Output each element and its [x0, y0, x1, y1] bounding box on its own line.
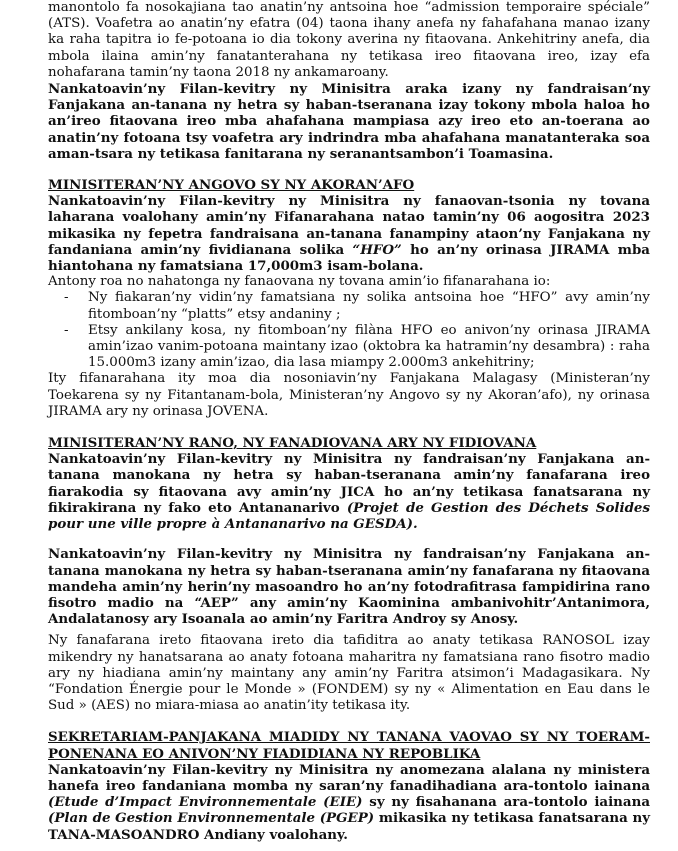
energy-signatories: Ity fifanarahana ity moa dia nosoniavin’ny Fanjakana Malagasy (Ministeran’ny Toekarena sy ny Fitantanam-bola, Ministeran’ny Angovo sy ny Akoran’afo), ny orinasa JIRAMA ary ny orinasa JOVENA.: [48, 371, 650, 419]
energy-decision: [48, 193, 650, 274]
energy-reasons-intro: Antony roa no nahatonga ny fanaovana ny tovana amin’io fifanarahana io:: [48, 274, 551, 290]
section-heading-energy: MINISITERAN’NY ANGOVO SY NY AKORAN’AFO: [48, 177, 415, 194]
list-item: - Etsy ankilany kosa, ny fitomboan’ny filàna HFO eo anivon’ny orinasa JIRAMA amin’izao vanim-potoana maintany izao (oktobra ka hatramin’ny desambra) : raha 15.000m3 izany amin’izao, dia lasa miampy 2.000m3 ankehitriny;: [88, 323, 650, 372]
energy-decision-hfo: “HFO”: [352, 241, 402, 258]
new-cities-pgep: (Plan de Gestion Environnementale (PGEP): [48, 810, 375, 827]
water-decision-2: Nankatoavin’ny Filan-kevitry ny Minisitra ny fandraisan’ny Fanjakana an-tanana manokana ny hetra sy haban-tseranana amin’ny fanafarana ny fitaovana mandeha amin’ny herin’ny masoandro ho an’ny fotodrafitrasa fampidirina rano fisotro madio na “AEP” any amin’ny Kaominina ambanivohitr’Antanimora, Andalatanosy ary Isoanala ao amin’ny Faritra Androy sy Anosy.: [48, 546, 650, 628]
new-cities-decision: [48, 762, 650, 843]
water-decision-1-project: (Projet de Gestion des Déchets Solides pour une ville propre à Antananarivo na GESDA).: [48, 499, 650, 533]
section-heading-new-cities: SEKRETARIAM-PANJAKANA MIADIDY NY TANANA VAOVAO SY NY TOERAM-PONENANA EO ANIVON’NY FIADIDIANA NY REPOBLIKA: [48, 729, 650, 762]
section-heading-water: MINISITERAN’NY RANO, NY FANADIOVANA ARY NY FIDIOVANA: [48, 435, 537, 452]
new-cities-text-a: Nankatoavin’ny Filan-kevitry ny Minisitra ny anomezana alalana ny ministera hanefa ireo fandaniana momba ny saran’ny fanadihadiana ara-tontolo iainana: [48, 761, 650, 794]
list-item: - Ny fiakaran’ny vidin’ny famatsiana ny solika antsoina hoe “HFO” avy amin’ny fitomboan’ny “platts” etsy andaniny ;: [88, 290, 650, 322]
water-decision-1: [48, 451, 650, 532]
water-project-description: Ny fanafarana ireto fitaovana ireto dia tafiditra ao anaty tetikasa RANOSOL izay mikendry ny hanatsarana ao anaty fotoana maharitra ny famatsiana rano fisotro madio ary ny hiadiana amin’ny maintany any amin’ny Faritra atsimon’i Madagasikara. Ny “Fondation Énergie pour le Monde » (FONDEM) sy ny « Alimentation en Eau dans le Sud » (AES) no miara-miasa ao anatin’ity tetikasa ity.: [48, 633, 650, 714]
energy-decision-text-b: ho an’ny orinasa JIRAMA mba hiantohana ny famatsiana 17,000m3 isam-bolana.: [48, 241, 650, 275]
new-cities-text-b: sy ny fisahanana ara-tontolo iainana: [362, 794, 650, 811]
intro-decision: Nankatoavin’ny Filan-kevitry ny Minisitra araka izany ny fandraisan’ny Fanjakana an-tanana ny hetra sy haban-tseranana izay tokony mbola haloa ho an’ireo fitaovana ireo mba ahafahana mampiasa azy ireo eto an-toerana ao anatin’ny fotoana tsy voafetra ary indrindra mba ahafahana manatanteraka soa aman-tsara ny tetikasa fanitarana ny seranantsambon’i Toamasina.: [48, 81, 650, 162]
intro-text: manontolo fa nosokajiana tao anatin’ny antsoina hoe “admission temporaire spéciale” (ATS). Voafetra ao anatin’ny efatra (04) taona ihany anefa ny fahafahana manao izany ka raha tapitra io fe-potoana io dia tokony averina ny fitaovana. Ankehitriny anefa, dia mbola ilaina amin’ny fanatanterahana ny tetikasa ireo fitaovana ireo, izay efa nohafarana tamin’ny taona 2018 ny ankamaroany.: [48, 0, 650, 80]
new-cities-text-c: mikasika ny tetikasa fanatsarana ny TANA-MASOANDRO Andiany voalohany.: [48, 810, 651, 843]
intro-paragraph: [48, 0, 650, 81]
water-decision-1-text: Nankatoavin’ny Filan-kevitry ny Minisitra ny fandraisan’ny Fanjakana an-tanana manokana ny hetra sy haban-tseranana amin’ny fanafarana ireo fiarakodia sy fitaovana avy amin’ny JICA ho an’ny tetikasa fanatsarana ny fikirakirana ny fako eto Antananarivo: [48, 451, 650, 516]
energy-decision-text-a: Nankatoavin’ny Filan-kevitry ny Minisitra ny fanaovan-tsonia ny tovana laharana voalohany amin’ny Fifanarahana natao tamin’ny 06 aogositra 2023 mikasika ny fepetra fandraisana an-tanana fanampiny ataon’ny Fanjakana ny fandaniana amin’ny fividianana solika: [48, 193, 650, 258]
energy-reasons-list: [48, 290, 650, 371]
new-cities-eie: (Etude d’Impact Environnementale (EIE): [48, 794, 363, 811]
